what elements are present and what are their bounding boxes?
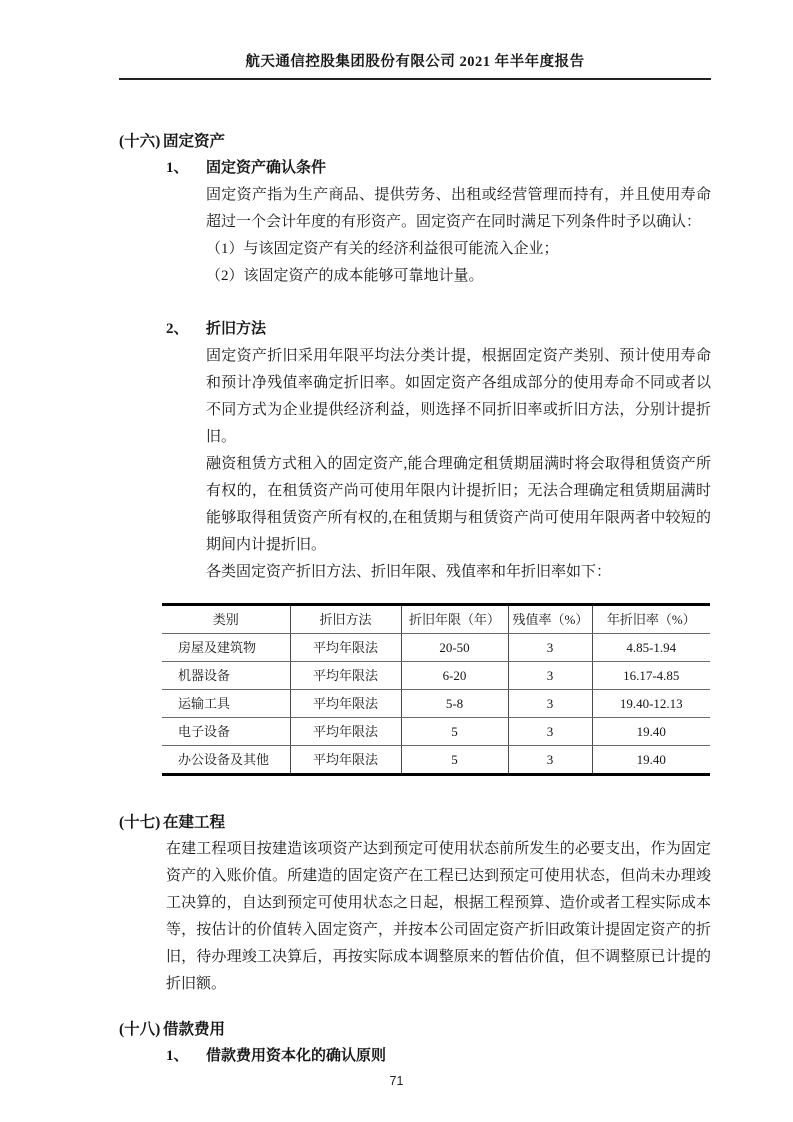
depreciation-table-wrapper xyxy=(162,603,711,776)
section-18-heading xyxy=(119,1016,711,1043)
section-18-title: 借款费用 xyxy=(163,1021,226,1038)
table-row xyxy=(162,662,710,690)
section-16-label: (十六) xyxy=(119,133,161,150)
col-header-annual-rate: 年折旧率（%） xyxy=(592,605,710,634)
table-row xyxy=(162,634,710,662)
cell-residual-rate: 3 xyxy=(508,718,592,746)
page-number: 71 xyxy=(389,1074,404,1088)
section-16-sub2-title: 折旧方法 xyxy=(206,321,267,337)
cell-annual-rate: 19.40 xyxy=(592,718,710,746)
section-16-sub1-item-2: （2）该固定资产的成本能够可靠地计量。 xyxy=(206,268,484,284)
cell-years: 5 xyxy=(401,718,508,746)
cell-annual-rate: 19.40 xyxy=(592,746,710,775)
cell-residual-rate: 3 xyxy=(508,662,592,690)
section-16-sub2-paragraph-1: 固定资产折旧采用年限平均法分类计提，根据固定资产类别、预计使用寿命和预计净残值率确定折旧率。如固定资产各组成部分的使用寿命不同或者以不同方式为企业提供经济利益，则选择不同折旧率或折旧方法，分别计提折旧。 xyxy=(206,348,711,445)
cell-method: 平均年限法 xyxy=(290,634,401,662)
section-17-label: (十七) xyxy=(119,814,161,831)
section-16-sub1-heading xyxy=(166,155,711,182)
section-16-sub1-item-1: （1）与该固定资产有关的经济利益很可能流入企业； xyxy=(206,241,559,257)
cell-residual-rate: 3 xyxy=(508,746,592,775)
cell-category: 机器设备 xyxy=(162,662,290,690)
cell-method: 平均年限法 xyxy=(290,718,401,746)
section-16-heading xyxy=(119,128,711,155)
col-header-method: 折旧方法 xyxy=(290,605,401,634)
cell-years: 5-8 xyxy=(401,690,508,718)
col-header-residual-rate: 残值率（%） xyxy=(508,605,592,634)
cell-category: 房屋及建筑物 xyxy=(162,634,290,662)
section-18-sub1-number: 1、 xyxy=(166,1048,189,1064)
spacer xyxy=(119,290,711,316)
col-header-category: 类别 xyxy=(162,605,290,634)
cell-method: 平均年限法 xyxy=(290,662,401,690)
cell-residual-rate: 3 xyxy=(508,690,592,718)
section-16-sub2-paragraph-2: 融资租赁方式租入的固定资产,能合理确定租赁期届满时将会取得租赁资产所有权的，在租赁资产尚可使用年限内计提折旧；无法合理确定租赁期届满时能够取得租赁资产所有权的,在租赁期与租赁资产尚可使用年限两者中较短的期间内计提折旧。 xyxy=(206,456,711,553)
section-16-title: 固定资产 xyxy=(163,133,226,150)
table-row xyxy=(162,746,710,775)
cell-category: 运输工具 xyxy=(162,690,290,718)
section-16-sub2-heading xyxy=(166,316,711,343)
report-header-title: 航天通信控股集团股份有限公司 2021 年半年度报告 xyxy=(119,50,711,80)
table-row xyxy=(162,718,710,746)
cell-category: 办公设备及其他 xyxy=(178,752,270,767)
section-17-heading xyxy=(119,809,711,836)
section-18-sub1-title: 借款费用资本化的确认原则 xyxy=(206,1048,387,1064)
cell-years: 20-50 xyxy=(401,634,508,662)
section-17-title: 在建工程 xyxy=(163,814,226,831)
section-17-paragraph: 在建工程项目按建造该项资产达到预定可使用状态前所发生的必要支出，作为固定资产的入账价值。所建造的固定资产在工程已达到预定可使用状态，但尚未办理竣工决算的，自达到预定可使用状态之日起，根据工程预算、造价或者工程实际成本等，按估计的价值转入固定资产，并按本公司固定资产折旧政策计提固定资产的折旧，待办理竣工决算后，再按实际成本调整原来的暂估价值，但不调整原已计提的折旧额。 xyxy=(166,841,711,992)
cell-method: 平均年限法 xyxy=(290,690,401,718)
section-16-sub1-number: 1、 xyxy=(166,160,189,176)
table-row xyxy=(162,690,710,718)
cell-annual-rate: 16.17-4.85 xyxy=(592,662,710,690)
section-18-sub1-heading xyxy=(166,1043,711,1070)
cell-residual-rate: 3 xyxy=(508,634,592,662)
col-header-years: 折旧年限（年） xyxy=(401,605,508,634)
cell-method: 平均年限法 xyxy=(290,746,401,775)
section-16-sub2-number: 2、 xyxy=(166,321,189,337)
section-18-label: (十八) xyxy=(119,1021,161,1038)
section-16-sub1-title: 固定资产确认条件 xyxy=(206,160,327,176)
section-16-sub2-table-lead: 各类固定资产折旧方法、折旧年限、残值率和年折旧率如下： xyxy=(206,564,612,580)
cell-years: 5 xyxy=(401,746,508,775)
section-18 xyxy=(119,1016,711,1070)
table-header-row xyxy=(162,605,710,634)
section-16-sub1-paragraph: 固定资产指为生产商品、提供劳务、出租或经营管理而持有，并且使用寿命超过一个会计年度的有形资产。固定资产在同时满足下列条件时予以确认： xyxy=(206,187,711,230)
section-17 xyxy=(119,809,711,998)
cell-annual-rate: 19.40-12.13 xyxy=(592,690,710,718)
depreciation-table xyxy=(162,603,710,776)
document-body xyxy=(119,128,711,1070)
cell-annual-rate: 4.85-1.94 xyxy=(592,634,710,662)
cell-years: 6-20 xyxy=(401,662,508,690)
cell-category: 电子设备 xyxy=(162,718,290,746)
